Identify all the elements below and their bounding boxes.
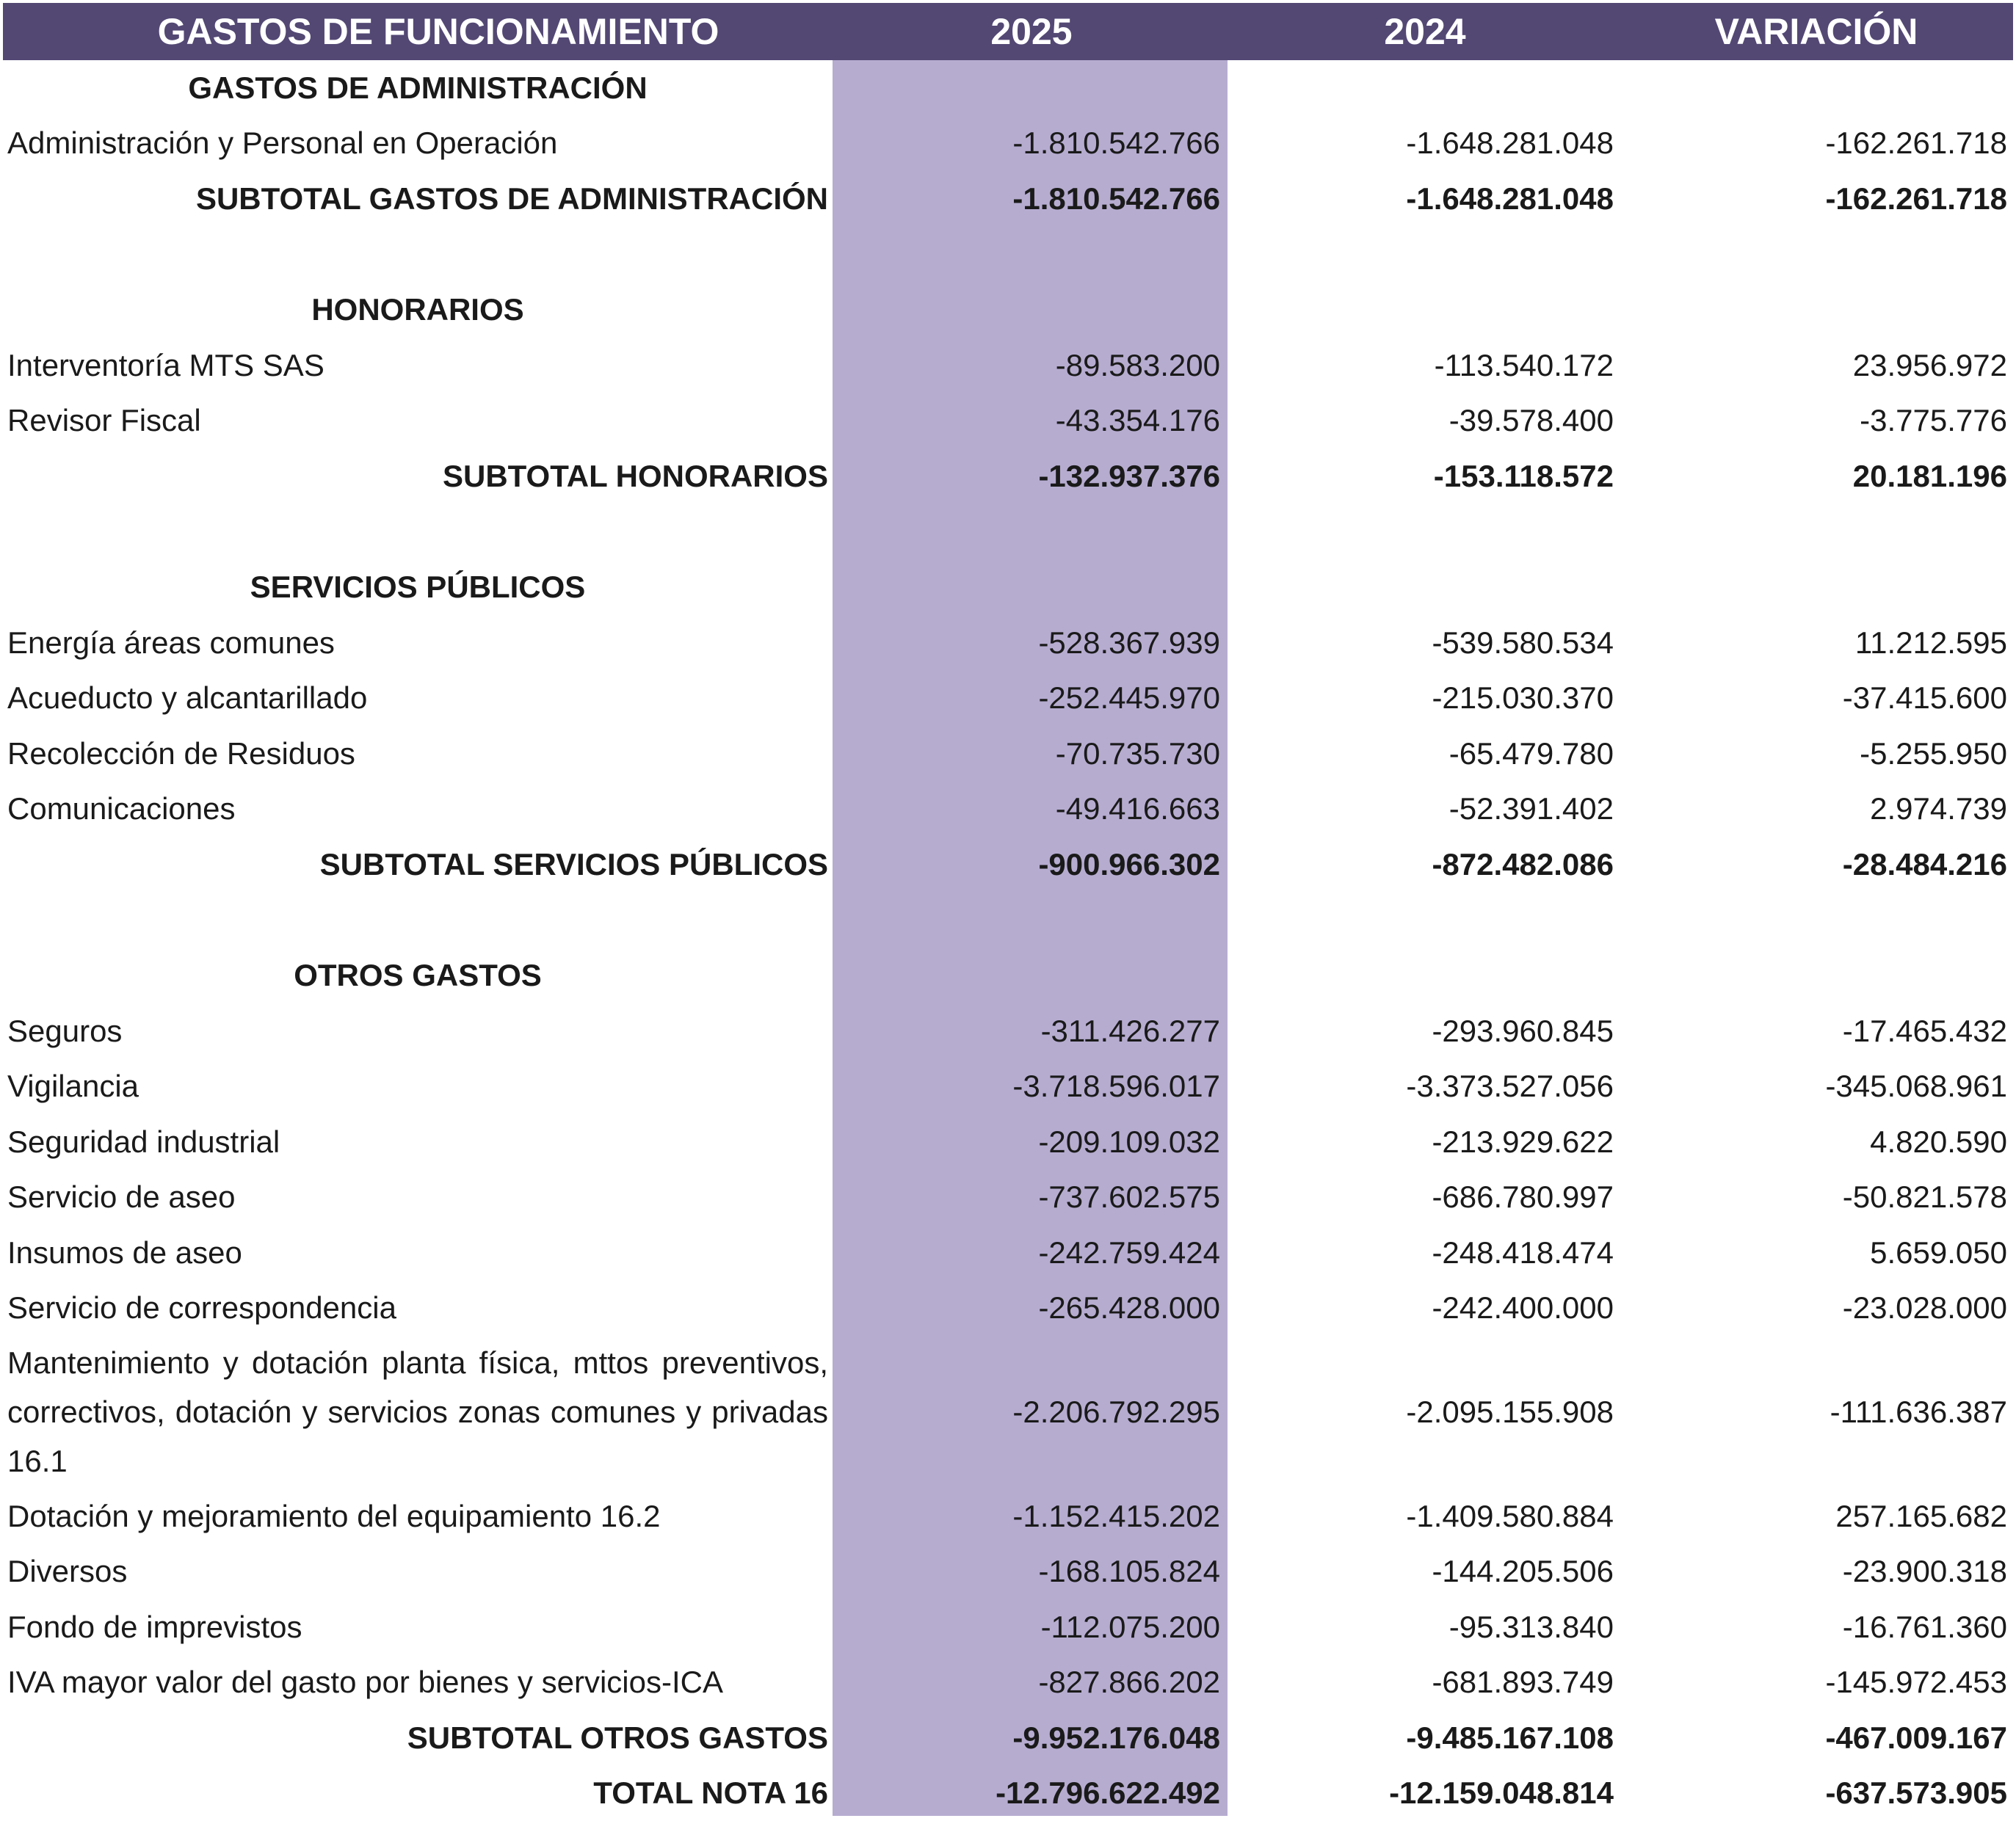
total-2025: -12.796.622.492: [833, 1766, 1220, 1821]
value-2025: -112.075.200: [833, 1599, 1220, 1655]
value-2025: -89.583.200: [833, 338, 1220, 393]
subtotal-row-honorarios: [0, 448, 2016, 504]
total-2024: -12.159.048.814: [1226, 1766, 1614, 1821]
header-2025: 2025: [834, 3, 1229, 60]
value-variation: -23.028.000: [1620, 1281, 2007, 1337]
row-label: Insumos de aseo: [7, 1225, 828, 1281]
value-variation: -345.068.961: [1620, 1059, 2007, 1115]
subtotal-label: SUBTOTAL OTROS GASTOS: [7, 1710, 828, 1766]
value-2024: -213.929.622: [1226, 1114, 1614, 1170]
table-row: [0, 1655, 2016, 1711]
value-2025: -3.718.596.017: [833, 1059, 1220, 1115]
table-row: [0, 1599, 2016, 1655]
value-2024: -539.580.534: [1226, 615, 1614, 671]
value-2024: -3.373.527.056: [1226, 1059, 1614, 1115]
table-row: [0, 1544, 2016, 1600]
value-2025: -528.367.939: [833, 615, 1220, 671]
spacer-row: [0, 227, 2016, 283]
section-title: SERVICIOS PÚBLICOS: [7, 560, 828, 616]
total-variation: -637.573.905: [1620, 1766, 2007, 1821]
value-variation: 257.165.682: [1620, 1489, 2007, 1544]
value-2025: -242.759.424: [833, 1225, 1220, 1281]
table-row: [0, 1003, 2016, 1059]
section-title: HONORARIOS: [7, 283, 828, 338]
header-variation: VARIACIÓN: [1620, 3, 2013, 60]
section-title: GASTOS DE ADMINISTRACIÓN: [7, 60, 828, 116]
value-variation: -23.900.318: [1620, 1544, 2007, 1600]
value-variation: -5.255.950: [1620, 726, 2007, 782]
value-variation: -50.821.578: [1620, 1170, 2007, 1226]
row-label: Recolección de Residuos: [7, 726, 828, 782]
subtotal-row-servicios: [0, 837, 2016, 893]
value-variation: -162.261.718: [1620, 116, 2007, 172]
value-variation: -37.415.600: [1620, 671, 2007, 727]
table-row: [0, 1489, 2016, 1544]
row-label: Servicio de correspondencia: [7, 1281, 828, 1337]
value-2024: -39.578.400: [1226, 393, 1614, 449]
value-2025: -2.206.792.295: [833, 1336, 1220, 1489]
value-2025: -49.416.663: [833, 782, 1220, 837]
value-variation: -3.775.776: [1620, 393, 2007, 449]
value-2025: -43.354.176: [833, 393, 1220, 449]
subtotal-2024: -872.482.086: [1226, 837, 1614, 893]
value-variation: -145.972.453: [1620, 1655, 2007, 1711]
value-2025: -252.445.970: [833, 671, 1220, 727]
row-label: Mantenimiento y dotación planta física, mttos preventivos, correctivos, dotación y servicios zonas comunes y privadas 16.1: [7, 1336, 828, 1491]
row-label: Interventoría MTS SAS: [7, 338, 828, 393]
subtotal-label: SUBTOTAL HONORARIOS: [7, 448, 828, 504]
section-title-otros: [0, 948, 2016, 1004]
value-variation: 5.659.050: [1620, 1225, 2007, 1281]
value-2025: -311.426.277: [833, 1003, 1220, 1059]
table-row: [0, 1336, 2016, 1489]
total-row: [0, 1766, 2016, 1821]
value-2025: -70.735.730: [833, 726, 1220, 782]
row-label: Revisor Fiscal: [7, 393, 828, 449]
value-2024: -65.479.780: [1226, 726, 1614, 782]
row-label: Seguros: [7, 1003, 828, 1059]
table-row: [0, 782, 2016, 837]
value-2024: -681.893.749: [1226, 1655, 1614, 1711]
value-2025: -168.105.824: [833, 1544, 1220, 1600]
value-variation: 11.212.595: [1620, 615, 2007, 671]
subtotal-2024: -153.118.572: [1226, 448, 1614, 504]
subtotal-2024: -9.485.167.108: [1226, 1710, 1614, 1766]
row-label: Comunicaciones: [7, 782, 828, 837]
value-variation: 2.974.739: [1620, 782, 2007, 837]
subtotal-variation: 20.181.196: [1620, 448, 2007, 504]
value-2024: -1.409.580.884: [1226, 1489, 1614, 1544]
value-2024: -1.648.281.048: [1226, 116, 1614, 172]
section-title: OTROS GASTOS: [7, 948, 828, 1004]
header-concept: GASTOS DE FUNCIONAMIENTO: [3, 3, 874, 60]
table-row: [0, 1059, 2016, 1115]
section-title-servicios: [0, 560, 2016, 616]
subtotal-label: SUBTOTAL GASTOS DE ADMINISTRACIÓN: [7, 171, 828, 227]
value-2024: -52.391.402: [1226, 782, 1614, 837]
value-2025: -1.810.542.766: [833, 116, 1220, 172]
subtotal-2025: -900.966.302: [833, 837, 1220, 893]
table-row: [0, 116, 2016, 172]
table-row: [0, 671, 2016, 727]
row-label: Energía áreas comunes: [7, 615, 828, 671]
row-label: Dotación y mejoramiento del equipamiento 16.2: [7, 1489, 828, 1544]
value-2025: -737.602.575: [833, 1170, 1220, 1226]
row-label: Seguridad industrial: [7, 1114, 828, 1170]
subtotal-2025: -132.937.376: [833, 448, 1220, 504]
value-2025: -265.428.000: [833, 1281, 1220, 1337]
value-2025: -827.866.202: [833, 1655, 1220, 1711]
subtotal-row-otros: [0, 1710, 2016, 1766]
value-2024: -248.418.474: [1226, 1225, 1614, 1281]
subtotal-label: SUBTOTAL SERVICIOS PÚBLICOS: [7, 837, 828, 893]
header-2024: 2024: [1228, 3, 1622, 60]
total-label: TOTAL NOTA 16: [7, 1766, 828, 1821]
value-2024: -293.960.845: [1226, 1003, 1614, 1059]
section-title-admin: [0, 60, 2016, 116]
subtotal-2025: -9.952.176.048: [833, 1710, 1220, 1766]
subtotal-variation: -162.261.718: [1620, 171, 2007, 227]
subtotal-variation: -467.009.167: [1620, 1710, 2007, 1766]
row-label: Vigilancia: [7, 1059, 828, 1115]
value-2025: -209.109.032: [833, 1114, 1220, 1170]
table-row: [0, 615, 2016, 671]
value-2024: -686.780.997: [1226, 1170, 1614, 1226]
table-header: [3, 3, 2013, 60]
value-2024: -144.205.506: [1226, 1544, 1614, 1600]
value-variation: 23.956.972: [1620, 338, 2007, 393]
value-2024: -242.400.000: [1226, 1281, 1614, 1337]
subtotal-2024: -1.648.281.048: [1226, 171, 1614, 227]
value-variation: -16.761.360: [1620, 1599, 2007, 1655]
table-row: [0, 726, 2016, 782]
row-label: Acueducto y alcantarillado: [7, 671, 828, 727]
row-label: IVA mayor valor del gasto por bienes y servicios-ICA: [7, 1655, 828, 1711]
value-variation: -17.465.432: [1620, 1003, 2007, 1059]
table-row: [0, 1170, 2016, 1226]
table-row: [0, 1114, 2016, 1170]
value-2024: -95.313.840: [1226, 1599, 1614, 1655]
value-2024: -113.540.172: [1226, 338, 1614, 393]
value-variation: -111.636.387: [1620, 1336, 2007, 1489]
table-row: [0, 1225, 2016, 1281]
value-2025: -1.152.415.202: [833, 1489, 1220, 1544]
row-label: Servicio de aseo: [7, 1170, 828, 1226]
table-row: [0, 393, 2016, 449]
section-title-honorarios: [0, 283, 2016, 338]
row-label: Diversos: [7, 1544, 828, 1600]
row-label: Fondo de imprevistos: [7, 1599, 828, 1655]
table-row: [0, 1281, 2016, 1337]
subtotal-2025: -1.810.542.766: [833, 171, 1220, 227]
value-2024: -2.095.155.908: [1226, 1336, 1614, 1489]
spacer-row: [0, 504, 2016, 560]
table-row: [0, 338, 2016, 393]
spacer-row: [0, 893, 2016, 948]
row-label: Administración y Personal en Operación: [7, 116, 828, 172]
value-variation: 4.820.590: [1620, 1114, 2007, 1170]
subtotal-variation: -28.484.216: [1620, 837, 2007, 893]
value-2024: -215.030.370: [1226, 671, 1614, 727]
subtotal-row-admin: [0, 171, 2016, 227]
